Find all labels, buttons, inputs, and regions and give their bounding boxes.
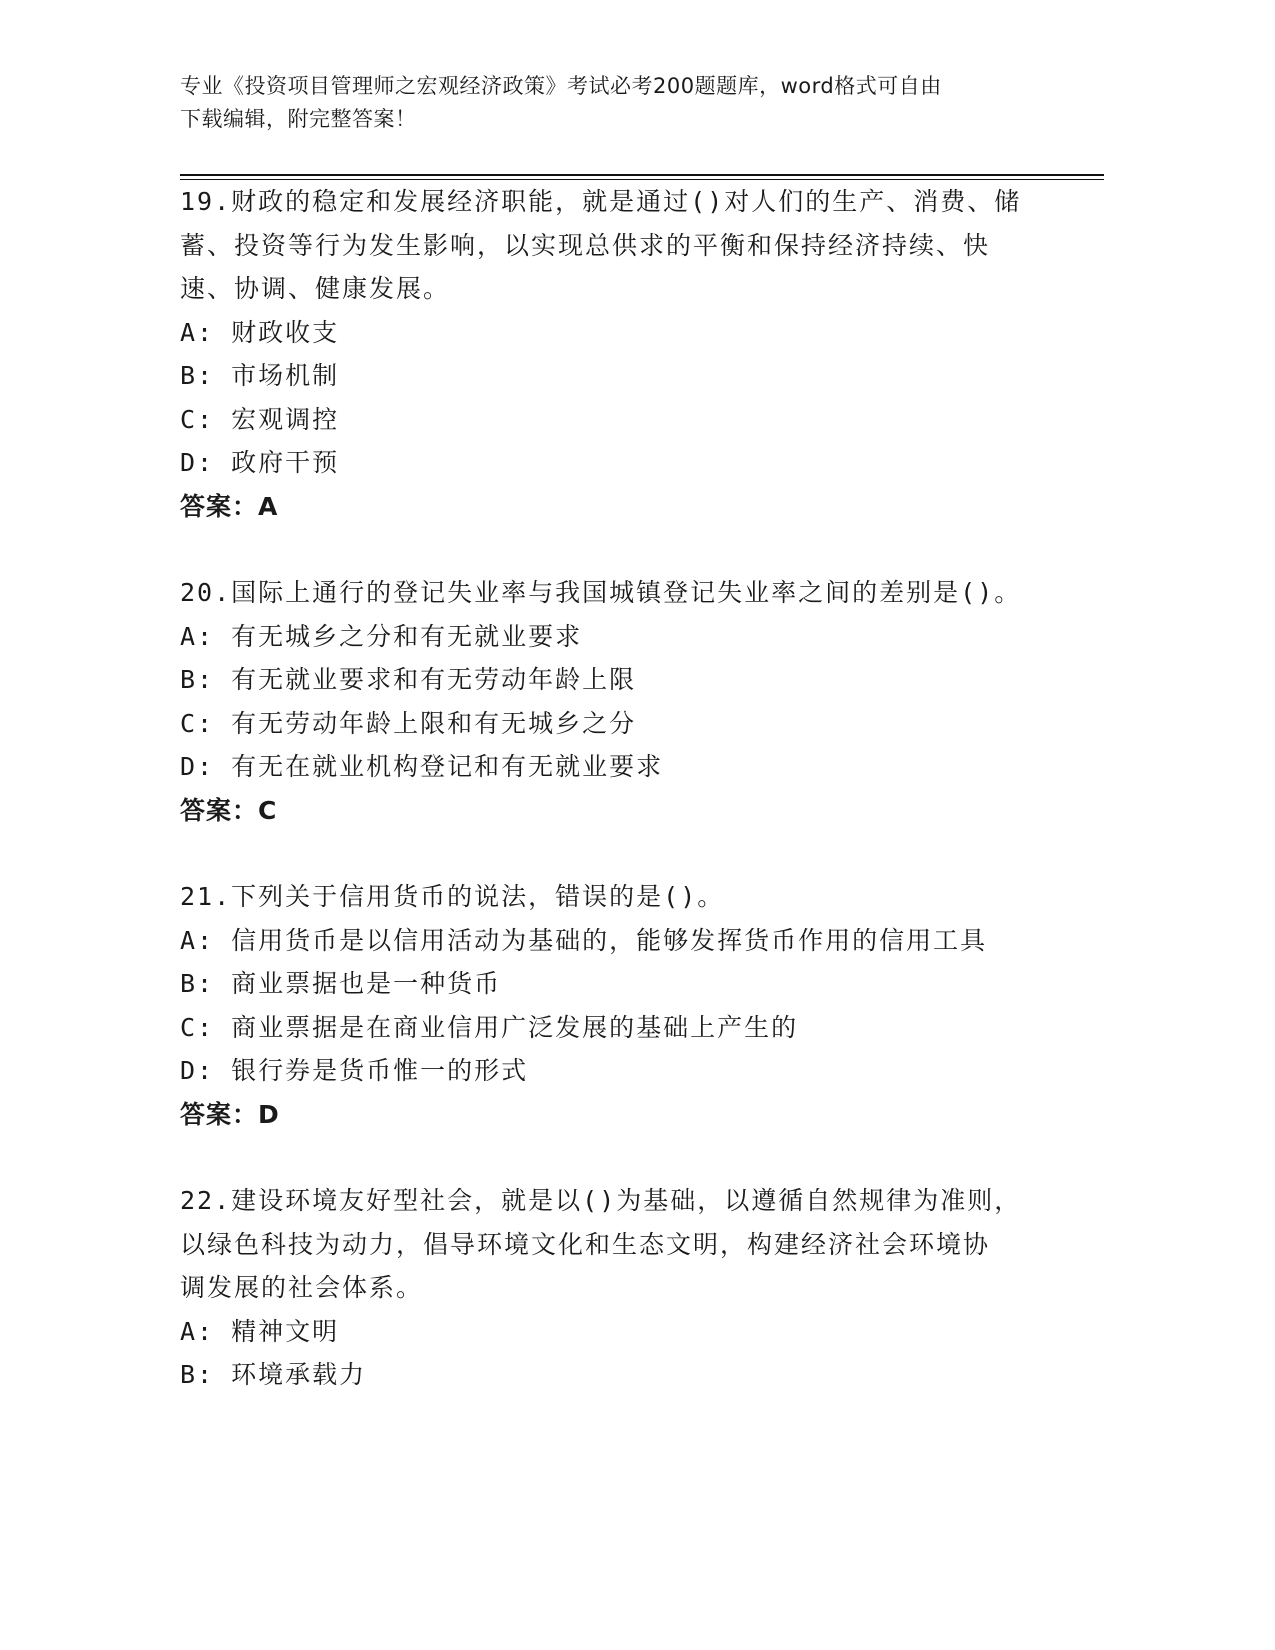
option-a: A: 精神文明: [180, 1316, 340, 1346]
option-d: D: 有无在就业机构登记和有无就业要求: [180, 752, 664, 781]
question-stem-line: 调发展的社会体系。: [180, 1273, 424, 1302]
question-19: [180, 180, 1060, 528]
question-stem-line: 速、协调、健康发展。: [180, 274, 451, 303]
question-22: [180, 1179, 1060, 1397]
option-b: B: 商业票据也是一种货币: [180, 969, 502, 998]
answer-label: 答案：C: [180, 795, 278, 825]
option-d: D: 银行券是货币惟一的形式: [180, 1056, 529, 1085]
question-stem-line: 20.国际上通行的登记失业率与我国城镇登记失业率之间的差别是()。: [180, 578, 1022, 607]
option-b: B: 环境承载力: [180, 1360, 367, 1389]
option-a: A: 有无城乡之分和有无就业要求: [180, 621, 583, 651]
option-a: A: 财政收支: [180, 317, 340, 347]
question-stem-line: 19.财政的稳定和发展经济职能，就是通过()对人们的生产、消费、储: [180, 187, 1022, 216]
question-list: [180, 180, 1060, 1440]
answer-label: 答案：A: [180, 491, 279, 521]
option-a: A: 信用货币是以信用活动为基础的，能够发挥货币作用的信用工具: [180, 925, 988, 955]
question-stem-line: 22.建设环境友好型社会，就是以()为基础，以遵循自然规律为准则，: [180, 1186, 1022, 1215]
option-c: C: 宏观调控: [180, 404, 340, 434]
question-20: [180, 571, 1060, 832]
question-stem-line: 21.下列关于信用货币的说法，错误的是()。: [180, 882, 725, 911]
question-stem-line: 以绿色科技为动力，倡导环境文化和生态文明，构建经济社会环境协: [180, 1229, 991, 1259]
option-b: B: 有无就业要求和有无劳动年龄上限: [180, 665, 637, 694]
option-b: B: 市场机制: [180, 361, 340, 390]
answer-label: 答案：D: [180, 1099, 280, 1129]
header-line: 下载编辑，附完整答案！: [180, 107, 417, 131]
option-d: D: 政府干预: [180, 448, 340, 477]
document-header: [180, 70, 1040, 136]
header-line: 专业《投资项目管理师之宏观经济政策》考试必考200题题库，word格式可自由: [180, 74, 942, 98]
option-c: C: 有无劳动年龄上限和有无城乡之分: [180, 708, 637, 738]
question-stem-line: 蓄、投资等行为发生影响，以实现总供求的平衡和保持经济持续、快: [180, 230, 991, 260]
question-21: [180, 875, 1060, 1136]
option-c: C: 商业票据是在商业信用广泛发展的基础上产生的: [180, 1012, 799, 1042]
header-divider-thick: [180, 174, 1104, 176]
